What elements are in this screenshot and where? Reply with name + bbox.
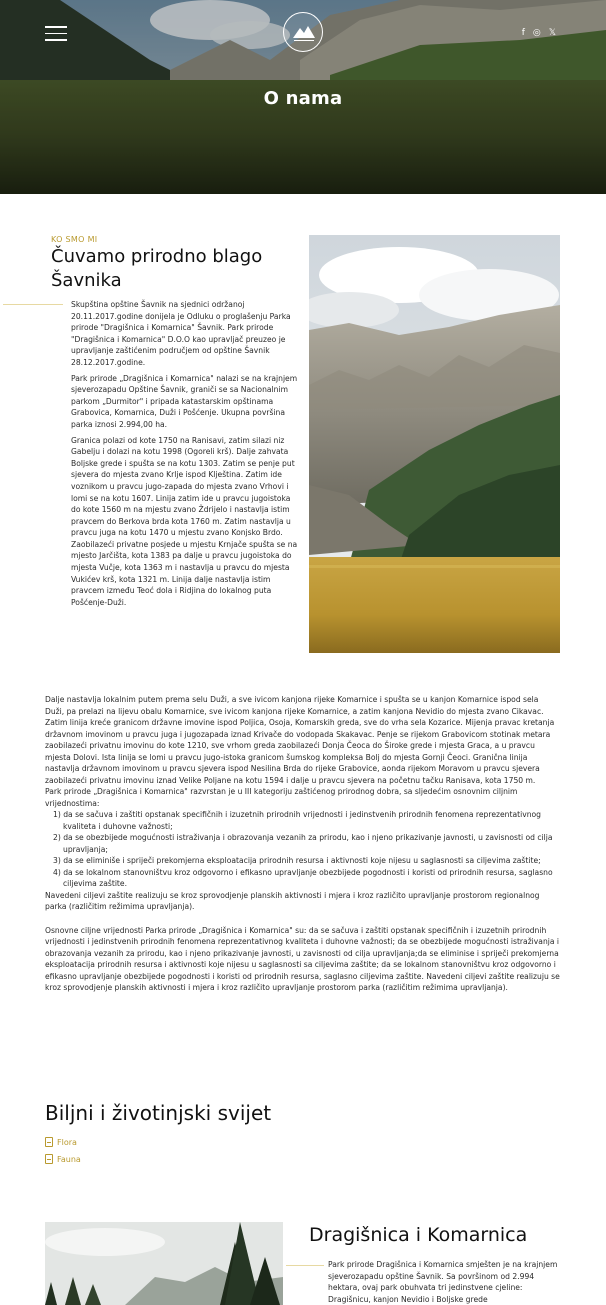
x-icon[interactable]: 𝕏 [548,28,556,38]
about-paragraph: Park prirode „Dragišnica i Komarnica" nalazi se na krajnjem sjeverozapadu Opštine Šavnik, graniči se sa Nacionalnim parkom „Durmitor" i pripada katastarskim opštinama Grabovica, Komarnica, Duži i Pošćenje. Ukupna površina parka iznosi 2.994,00 ha. [71,373,298,429]
accent-divider [286,1265,324,1266]
list-item: 4) da se lokalnom stanovništvu kroz odgovorno i efikasno upravljanje obezbijede pogodnosti i koristi od prirodnih resursa, saglasno ciljevima zaštite. [53,867,553,888]
flora-link-label: Flora [57,1137,77,1147]
pdf-file-icon [45,1137,53,1147]
instagram-icon[interactable]: ◎ [532,28,541,38]
flora-link[interactable] [45,1137,77,1147]
park-logo[interactable] [283,12,323,52]
section-eyebrow: KO SMO MI [51,235,98,244]
flora-fauna-heading: Biljni i životinjski svijet [45,1101,272,1125]
about-text [71,299,299,612]
list-item: 1) da se sačuva i zaštiti opstanak specifičnih i izuzetnih prirodnih vrijednosti i jedinstvenih prirodnih fenomena reprezentativnog kvaliteta i duhovne važnosti; [53,810,541,831]
hero-banner [0,0,606,194]
mountain-logo-icon [284,13,324,53]
forest-mountain-image [45,1222,283,1305]
park-description: Park prirode Dragišnica i Komarnica smješten je na krajnjem sjeverozapadu opštine Šavnik. Sa površinom od 2.994 hektara, ovaj park obuhvata tri jedinstvene cjeline: Dragišnicu, kanjon Nevidio i Boljske grede [328,1260,558,1304]
list-item: 2) da se obezbijede mogućnosti istraživanja i obrazovanja vezanih za prirodu, kao i njeno prikazivanje javnosti, u zavisnosti od cilja upravljanja; [53,833,553,854]
social-links [522,28,556,38]
menu-icon[interactable] [45,26,67,40]
park-heading: Dragišnica i Komarnica [309,1224,528,1246]
boundary-paragraph: Dalje nastavlja lokalnim putem prema selu Duži, a sve ivicom kanjona rijeke Komarnice i spušta se u kanjon Komarnice ispod sela Duži, pa prelazi na lijevu obalu Komarnice, sve ivicom kanjona rijeke Komarnice, a zatim kanjona Nevidio do mjesta zvano Cikavac. Zatim linija kreće granicom državne imovine ispod Poljica, Osoja, Komarskih greda, sve do vrha sela Kozarice. Mijenja pravac kretanja državnom imovinom u pravcu juga i jugozapada iznad Krivače do vodopada Skakavac. Penje se rijekom Grabovicom stotinak metara zaobilazeći privatnu imovinu do kote 1210, sve vrhom greda zaobilazeći Donja Čeoca do Široke grede i mjesta Graca, a u pravcu mjesta Dolovi. Ista linija se lomi u pravcu jugo-istoka granicom šumskog kompleksa Bolj do mjesta Gornji Čeoci. Granična linija nastavlja državnom imovinom u pravcu sjevera ispod Nesilina Brda do rijeke Grabovice, aonda rijekom Moravom u pravcu sjevera zaobilazeći privatnu imovinu iznad Velike Poljane na kotu 1594 i dalje u pravcu sjevera na početnu tačku Ranisava, kota 1750 m. [45,695,555,785]
park-boundary-description [45,694,560,994]
goals-closing: Navedeni ciljevi zaštite realizuju se kroz sprovodjenje planskih aktivnosti i mjera i kroz različito upravljanje prostorom regionalnog parka (različitim režimima upravljanja). [45,890,540,911]
about-heading: Čuvamo prirodno blago Šavnika [51,246,263,291]
goals-list [45,809,560,890]
page-title: O nama [263,88,343,109]
about-paragraph: Granica polazi od kote 1750 na Ranisavi, zatim silazi niz Gabelju i dolazi na kotu 1998 (Ogoreli krš). Dalje zahvata Boljske grede i spušta se na kotu 1303. Zatim se penje put sjevera do mjesta zvano Krlje ispod Klještina. Zatim ide voznikom u pravcu jugo-zapada do mjesta zvano Vrhovi i lomi se na kotu 1607. Linija zatim ide u pravcu jugoistoka do kote 1560 m na mjestu zvano Ždrijelo i nastavlja istim pravcem do Berkova brda kota 1760 m. Zatim nastavlja u pravcu juga na kotu 1470 u mjestu zvano Konjsko Brdo. Zaobilazeći privatne posjede u mjestu Krnjače spušta se na mjesto Jarčišta, kota 1383 pa dalje u pravcu jugoistoka do mjesta Vučje, kota 1363 m i nastavlja u pravcu do mjesta Vukićev krš, kota 1321 m. Linija dalje nastavlja istim pravcem između Teoć dola i Ridjina do lokalnog puta Pošćenje-Duži. [71,435,298,607]
fauna-link-label: Fauna [57,1154,81,1164]
category-paragraph: Park prirode „Dragišnica i Komarnica" razvrstan je u III kategoriju zaštićenog prirodnog dobra, sa sljedećim osnovnim ciljnim vrijednostima: [45,787,518,808]
mountain-photo [309,235,560,653]
forest-photo [45,1222,283,1305]
fauna-link[interactable] [45,1154,81,1164]
pdf-file-icon [45,1154,53,1164]
accent-divider [3,304,63,305]
list-item: 3) da se eliminiše i spriječi prekomjerna eksploatacija prirodnih resursa i aktivnosti koje nijesu u saglasnosti sa ciljevima zaštite; [53,856,541,865]
mountain-meadow-image [309,235,560,653]
facebook-icon[interactable]: f [521,28,525,38]
summary-paragraph: Osnovne ciljne vrijednosti Parka prirode „Dragišnica i Komarnica" su: da se sačuva i zaštiti opstanak specifičnih i izuzetnih prirodnih vrijednosti i jedinstvenih prirodnih fenomena reprezentativnog kvaliteta i duhovne važnosti; da se obezbijede mogućnosti istraživanja i obrazovanja vezanih za prirodu, kao i njeno prikazivanje javnosti, u zavisnosti od cilja upravljanja;da se eliminise i spriječi prekomjerna eksploatacija prirodnih resursa i aktivnosti koje nijesu u saglasnosti sa ciljevima zaštite; da se lokalnom stanovništvu kroz odgovorno i efikasno upravljanje obezbijede pogodnosti i koristi od prirodnih resursa, saglasno ciljevima zaštite. Navedeni ciljevi zaštite realizuju se kroz sprovodjenje planskih aktivnosti i mjera i kroz različito upravljanje prostorom parka (različitim režimima upravljanja). [45,925,560,992]
about-paragraph: Skupština opštine Šavnik na sjednici održanoj 20.11.2017.godine donijela je Odluku o proglašenju Parka prirode "Dragišnica i Komarnica" Šavnik. Park prirode "Dragišnica i Komarnica" D.O.O kao upravljač preuzeo je upravljanje zaštićenim područjem od opštine Šavnik 28.12.2017.godine. [71,300,291,367]
